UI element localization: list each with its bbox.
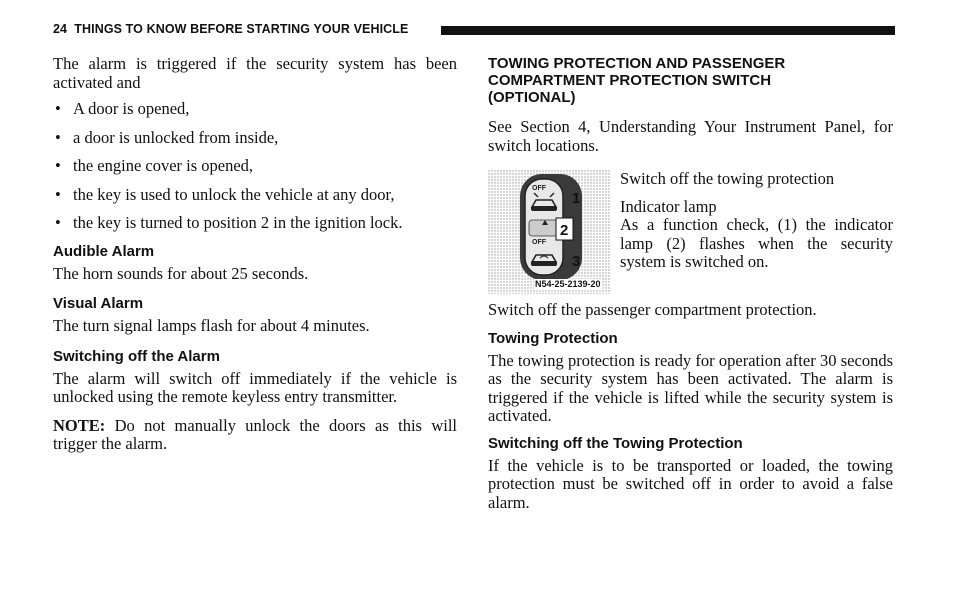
visual-alarm-text: The turn signal lamps flash for about 4 minutes. — [53, 316, 370, 335]
list-item — [53, 157, 457, 176]
section-heading-line: TOWING PROTECTION AND PASSENGER — [488, 55, 786, 72]
list-item-text: the key is used to unlock the vehicle at any door, — [73, 184, 395, 204]
switching-off-towing-text: If the vehicle is to be transported or loaded, the towing protection must be switched off in order to avoid a false alarm. — [488, 455, 893, 512]
right-column — [488, 55, 893, 512]
list-item-text: A door is opened, — [73, 99, 190, 118]
list-item — [53, 100, 457, 119]
list-item — [53, 214, 457, 233]
bullet-icon: • — [55, 99, 61, 118]
switching-off-alarm-heading: Switching off the Alarm — [53, 347, 220, 365]
header-title — [53, 22, 408, 36]
legend-item-1: Switch off the towing protection — [620, 169, 835, 188]
switch-illustration — [488, 170, 610, 294]
bullet-icon: • — [55, 156, 61, 175]
callout-3: 3 — [572, 253, 581, 270]
list-item — [53, 129, 457, 148]
figure-legend — [620, 170, 893, 272]
switching-off-towing-heading: Switching off the Towing Protection — [488, 434, 743, 452]
switching-off-alarm-text: The alarm will switch off immediately if the vehicle is unlocked using the remote keyless entry transmitter. — [53, 368, 457, 406]
page-header — [53, 20, 895, 40]
left-column — [53, 55, 457, 454]
note-label: NOTE: — [53, 415, 106, 435]
towing-protection-text: The towing protection is ready for operation after 30 seconds as the security system has been activated. The alarm is triggered if the vehicle is lifted while the security system is activated. — [488, 350, 893, 425]
list-item-text: a door is unlocked from inside, — [73, 127, 279, 147]
trigger-list — [53, 100, 457, 233]
chapter-title: THINGS TO KNOW BEFORE STARTING YOUR VEHICLE — [74, 22, 409, 36]
list-item — [53, 186, 457, 205]
alarm-intro: The alarm is triggered if the security system has been activated and — [53, 54, 457, 92]
car-interior-icon-body — [531, 261, 557, 266]
off-label-bottom: OFF — [532, 239, 546, 246]
section-heading-line: (OPTIONAL) — [488, 89, 576, 106]
page-number: 24 — [53, 22, 68, 36]
audible-alarm-heading: Audible Alarm — [53, 242, 155, 260]
note-text: Do not manually unlock the doors as this will trigger the alarm. — [53, 415, 457, 453]
legend-item-3: Switch off the passenger compartment protection. — [488, 300, 817, 319]
car-towing-icon-body — [531, 206, 557, 211]
towing-protection-heading: Towing Protection — [488, 329, 618, 347]
switch-panel-icon — [488, 170, 610, 294]
legend-item-2-title: Indicator lamp — [620, 196, 717, 216]
section-heading-line: COMPARTMENT PROTECTION SWITCH — [488, 72, 772, 89]
list-item-text: the key is turned to position 2 in the ignition lock. — [73, 213, 403, 232]
bullet-icon: • — [55, 184, 61, 204]
see-section-text: See Section 4, Understanding Your Instrument Panel, for switch locations. — [488, 117, 893, 155]
note-paragraph — [53, 417, 457, 454]
visual-alarm-heading: Visual Alarm — [53, 295, 144, 312]
section-heading — [488, 55, 893, 106]
bullet-icon: • — [55, 213, 61, 232]
off-label-top: OFF — [532, 185, 546, 192]
list-item-text: the engine cover is opened, — [73, 156, 254, 175]
switch-figure-block — [488, 170, 893, 298]
callout-2: 2 — [560, 222, 569, 239]
legend-item-2-text: As a function check, (1) the indicator lamp (2) flashes when the security system is switched on. — [620, 215, 893, 271]
callout-1: 1 — [572, 190, 581, 207]
figure-caption: N54-25-2139-20 — [535, 279, 601, 289]
header-rule — [441, 26, 895, 35]
bullet-icon: • — [55, 127, 61, 147]
audible-alarm-text: The horn sounds for about 25 seconds. — [53, 263, 309, 283]
